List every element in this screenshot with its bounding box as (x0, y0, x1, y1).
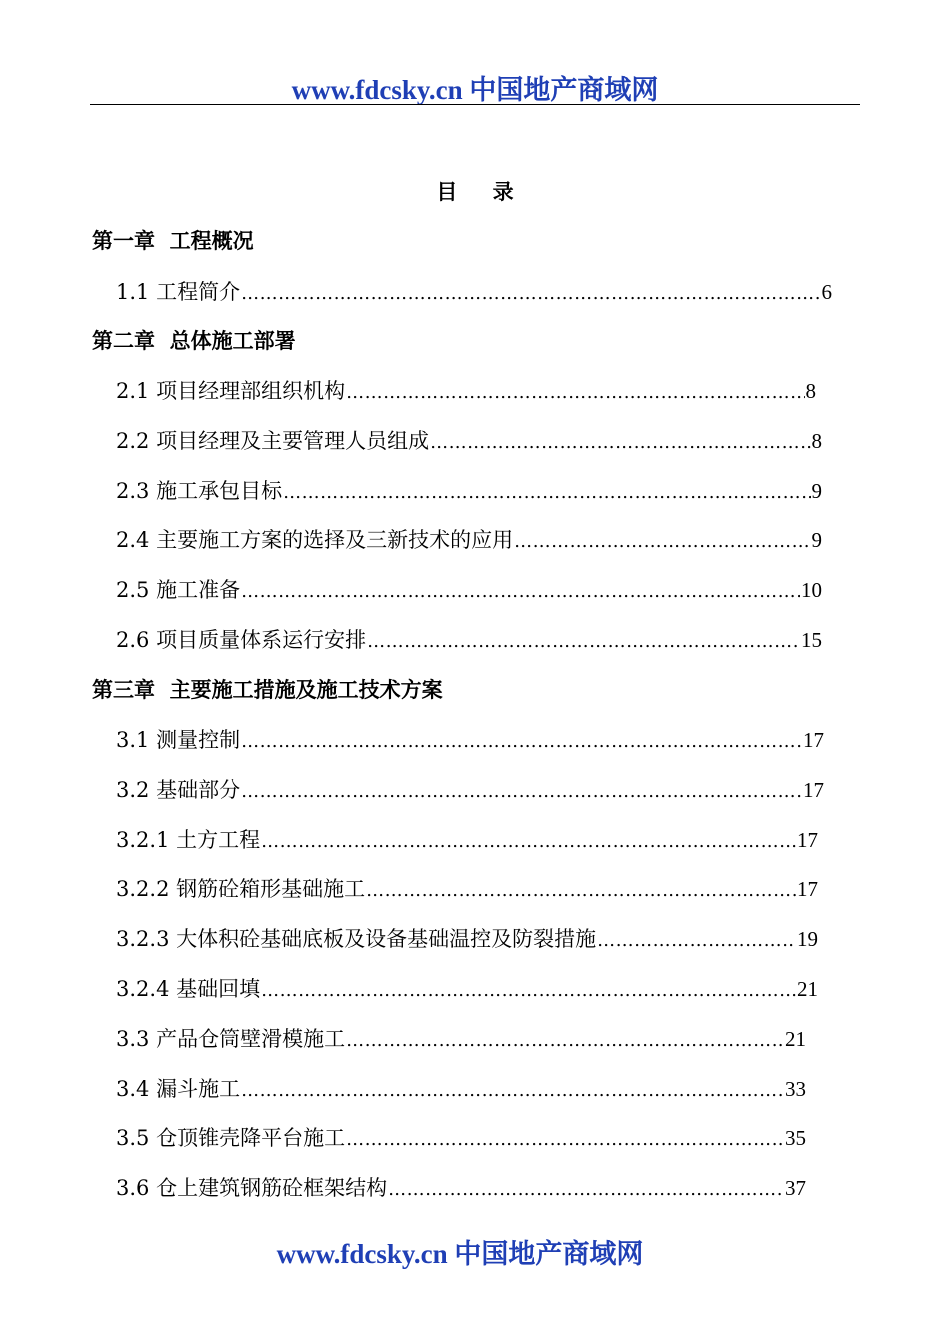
toc-entry-page: 21 (797, 977, 818, 1001)
toc-entry[interactable] (116, 1172, 806, 1202)
toc-entry-page: 19 (797, 927, 818, 951)
toc-entry-page: 9 (811, 528, 822, 552)
toc-entry[interactable] (116, 1122, 806, 1152)
toc-entry-page: 33 (785, 1077, 806, 1101)
toc-entry-label: 3.2.3 大体积砼基础底板及设备基础温控及防裂措施 (116, 927, 597, 951)
toc-entry[interactable] (116, 774, 824, 804)
toc-entry-label: 3.6 仓上建筑钢筋砼框架结构 (116, 1176, 388, 1200)
dot-leader (241, 581, 800, 602)
toc-entry-label: 3.3 产品仓筒壁滑模施工 (116, 1027, 346, 1051)
toc-entry-page: 8 (811, 429, 822, 453)
toc-entry-label: 2.2 项目经理及主要管理人员组成 (116, 429, 430, 453)
toc-entry[interactable] (116, 425, 822, 455)
toc-entry[interactable] (116, 475, 822, 505)
dot-leader (261, 980, 796, 1001)
dot-leader (346, 382, 804, 403)
toc-entry-label: 2.6 项目质量体系运行安排 (116, 628, 367, 652)
dot-leader (241, 283, 820, 304)
chapter-heading[interactable]: 第三章 主要施工措施及施工技术方案 (92, 678, 443, 702)
toc-entry[interactable] (116, 973, 818, 1003)
toc-entry-label: 1.1 工程简介 (116, 280, 241, 304)
toc-title: 目 录 (436, 180, 528, 204)
toc-entry-page: 35 (785, 1126, 806, 1150)
toc-entry[interactable] (116, 524, 822, 554)
toc-entry-label: 3.5 仓顶锥壳降平台施工 (116, 1126, 346, 1150)
toc-entry-page: 6 (821, 280, 832, 304)
toc-entry-label: 3.1 测量控制 (116, 728, 241, 752)
toc-entry[interactable] (116, 923, 818, 953)
toc-entry-label: 3.2 基础部分 (116, 778, 241, 802)
dot-leader (430, 432, 810, 453)
toc-entry-page: 8 (805, 379, 816, 403)
toc-entry-page: 21 (785, 1027, 806, 1051)
dot-leader (241, 1080, 784, 1101)
toc-entry[interactable] (116, 1023, 806, 1053)
dot-leader (366, 880, 796, 901)
toc-entry-page: 9 (811, 479, 822, 503)
toc-entry[interactable] (116, 276, 832, 306)
header-divider (90, 104, 860, 105)
dot-leader (346, 1129, 784, 1150)
toc-entry-label: 3.2.1 土方工程 (116, 828, 261, 852)
header-site-link[interactable]: www.fdcsky.cn 中国地产商域网 (291, 75, 659, 105)
toc-entry-label: 3.2.2 钢筋砼箱形基础施工 (116, 877, 366, 901)
toc-entry-page: 17 (803, 778, 824, 802)
dot-leader (346, 1030, 784, 1051)
toc-entry-label: 2.1 项目经理部组织机构 (116, 379, 346, 403)
dot-leader (241, 781, 802, 802)
dot-leader (514, 531, 810, 552)
chapter-heading[interactable]: 第二章 总体施工部署 (92, 329, 296, 353)
toc-entry-label: 3.4 漏斗施工 (116, 1077, 241, 1101)
chapter-heading[interactable]: 第一章 工程概况 (92, 229, 254, 253)
toc-entry[interactable] (116, 375, 816, 405)
dot-leader (283, 482, 810, 503)
toc-entry-label: 2.3 施工承包目标 (116, 479, 283, 503)
dot-leader (597, 930, 796, 951)
toc-entry-label: 2.5 施工准备 (116, 578, 241, 602)
dot-leader (388, 1179, 784, 1200)
toc-entry[interactable] (116, 824, 818, 854)
toc-entry[interactable] (116, 873, 818, 903)
toc-entry[interactable] (116, 724, 824, 754)
footer-site-link[interactable]: www.fdcsky.cn 中国地产商域网 (276, 1239, 644, 1269)
toc-entry-page: 17 (803, 728, 824, 752)
toc-entry-page: 17 (797, 828, 818, 852)
toc-entry-label: 2.4 主要施工方案的选择及三新技术的应用 (116, 528, 514, 552)
dot-leader (261, 831, 796, 852)
toc-entry-label: 3.2.4 基础回填 (116, 977, 261, 1001)
toc-entry-page: 15 (801, 628, 822, 652)
toc-entry-page: 37 (785, 1176, 806, 1200)
toc-entry[interactable] (116, 574, 822, 604)
toc-entry[interactable] (116, 624, 822, 654)
toc-entry-page: 17 (797, 877, 818, 901)
toc-entry[interactable] (116, 1073, 806, 1103)
dot-leader (241, 731, 802, 752)
toc-entry-page: 10 (801, 578, 822, 602)
dot-leader (367, 631, 800, 652)
